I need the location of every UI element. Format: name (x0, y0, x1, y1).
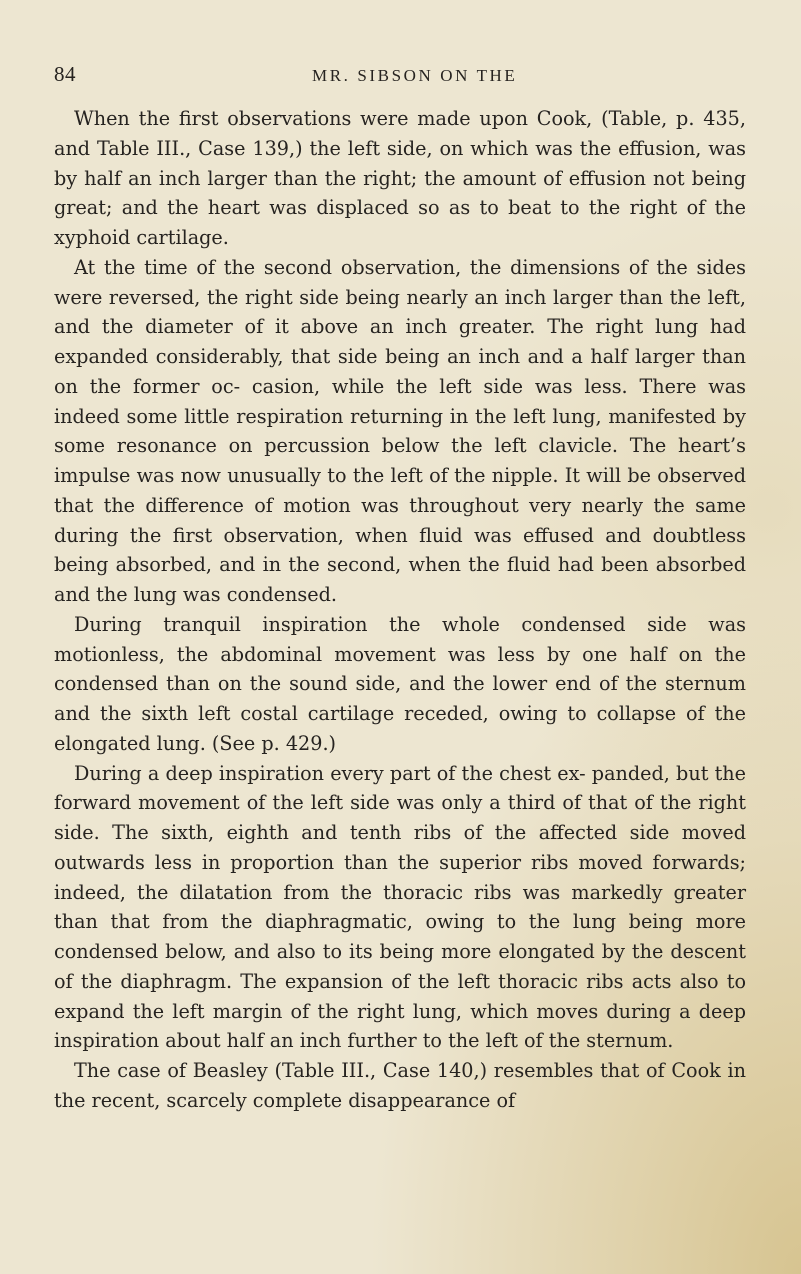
page-header (54, 62, 754, 90)
paragraph-tranquil-inspiration: During tranquil inspiration the whole condensed side was motionless, the abdominal movement was less by one half on the condensed than on the sound side, and the lower end of the sternum and the sixth left costal cartilage receded, owing to collapse of the elongated lung. (See p. 429.) (54, 612, 746, 755)
paragraph-second-observation: At the time of the second observation, the dimensions of the sides were reversed, the right side being nearly an inch larger than the left, and the diameter of it above an inch greater. The right lung had expanded considerably, that side being an inch and a half larger than on the former oc- casion, while the left side was less. There was indeed some little respiration returning in the left lung, manifested by some resonance on percussion below the left clavicle. The heart’s impulse was now unusually to the left of the nipple. It will be observed that the difference of motion was throughout very nearly the same during the first observation, when fluid was effused and doubtless being absorbed, and in the second, when the fluid had been absorbed and the lung was condensed. (54, 255, 746, 606)
paragraph-beasley-case: The case of Beasley (Table III., Case 140,) resembles that of Cook in the recent, scarcely complete disappearance of (54, 1059, 746, 1112)
page-number: 84 (54, 62, 76, 86)
paragraph-first-observations: When the first observations were made upon Cook, (Table, p. 435, and Table III., Case 139,) the left side, on which was the effusion, was by half an inch larger than the right; the amount of effusion not being great; and the heart was displaced so as to beat to the right of the xyphoid cartilage. (54, 107, 746, 249)
running-head: MR. SIBSON ON THE (312, 66, 518, 85)
body-text (54, 104, 746, 1116)
paragraph-deep-inspiration: During a deep inspiration every part of the chest ex- panded, but the forward movement of the left side was only a third of that of the right side. The sixth, eighth and tenth ribs of the affected side moved outwards less in proportion than the superior ribs moved forwards; indeed, the dilatation from the thoracic ribs was markedly greater than that from the diaphragmatic, owing to the lung being more condensed below, and also to its being more elongated by the descent of the diaphragm. The expansion of the left thoracic ribs acts also to expand the left margin of the right lung, which moves during a deep inspiration about half an inch further to the left of the sternum. (54, 761, 746, 1053)
